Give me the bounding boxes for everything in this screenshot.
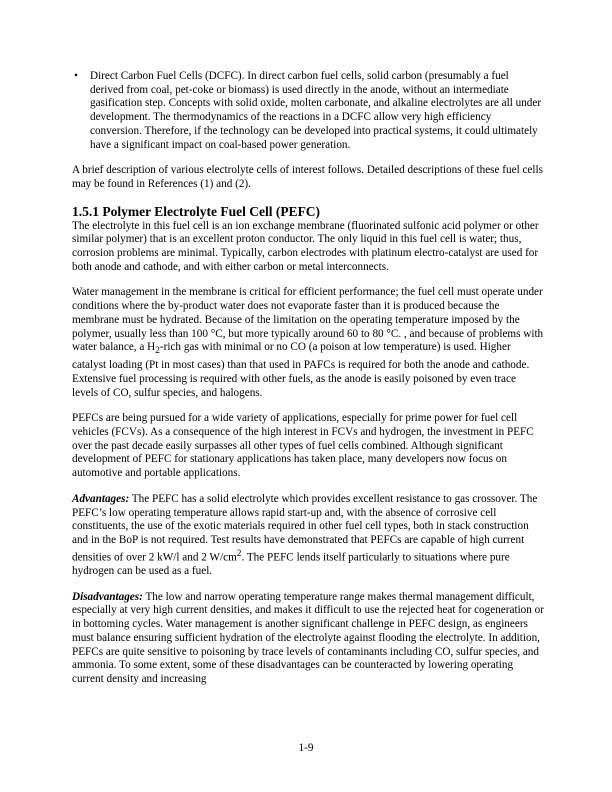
disadvantages-label: Disadvantages: — [72, 590, 143, 603]
advantages-text-part-1: The PEFC has a solid electrolyte which provides excellent resistance to gas crossover. The PEFC’s low operating temperature allows rapid start-up and, with the absence of corrosive cell constituents, the use of the exotic materials required in other fuel cell types, both in stack construction and in the BoP is not required. Test results have demonstrated that PEFCs are capable of high current densities of over 2 kW/l and 2 W/cm — [72, 492, 538, 564]
superscript-2: 2 — [236, 548, 242, 559]
bullet-item-dcfc — [74, 70, 544, 152]
intro-paragraph: A brief description of various electrolyte cells of interest follows. Detailed descriptions of these fuel cells may be found in References (1) and (2). — [72, 164, 543, 190]
page-number: 1-9 — [298, 742, 314, 754]
bullet-text: Direct Carbon Fuel Cells (DCFC). In direct carbon fuel cells, solid carbon (presumably a fuel derived from coal, pet-coke or biomass) is used directly in the anode, without an intermediate gasification step. Concepts with solid oxide, molten carbonate, and alkaline electrolytes are all under development. The thermodynamics of the reactions in a DCFC allow very high efficiency conversion. Therefore, if the technology can be developed into practical systems, it could ultimately have a significant impact on coal-based power generation. — [90, 70, 542, 151]
paragraph-water-management-part-2: -rich gas with minimal or no CO (a poison at low temperature) is used. Higher catalyst loading (Pt in most cases) than that used in PAFCs is required for both the anode and cathode. Extensive fuel processing is required with other fuels, as the anode is easily poisoned by even trace levels of CO, sulfur species, and halogens. — [72, 341, 530, 399]
paragraph-advantages — [72, 493, 544, 579]
paragraph-applications: PEFCs are being pursued for a wide variety of applications, especially for prime power for fuel cell vehicles (FCVs). As a consequence of the high interest in FCVs and hydrogen, the investment in PEFC over the past decade easily surpasses all other types of fuel cells combined. Although significant development of PEFC for stationary applications has taken place, many developers now focus on automotive and portable applications. — [72, 412, 534, 480]
subscript-2: 2 — [155, 346, 160, 357]
advantages-label: Advantages: — [72, 492, 130, 505]
section-heading: 1.5.1 Polymer Electrolyte Fuel Cell (PEFC) — [72, 203, 321, 219]
bullet-marker: • — [74, 70, 78, 82]
advantages-text-part-2: . The PEFC lends itself particularly to situations where pure hydrogen can be used as a fuel. — [72, 551, 510, 578]
disadvantages-text: The low and narrow operating temperature range makes thermal management difficult, especially at very high current densities, and makes it difficult to use the rejected heat for cogeneration or in bottoming cycles. Water management is another significant challenge in PEFC design, as engineers must balance ensuring sufficient hydration of the electrolyte against flooding the electrolyte. In addition, PEFCs are quite sensitive to poisoning by trace levels of contaminants including CO, sulfur species, and ammonia. To some extent, some of these disadvantages can be counteracted by lowering operating current density and increasing — [72, 590, 544, 685]
paragraph-water-management-part-1: Water management in the membrane is critical for efficient performance; the fuel cell must operate under conditions where the by-product water does not evaporate faster than it is produced because the membrane must be hydrated. Because of the limitation on the operating temperature imposed by the polymer, usually less than 100 °C, but more typically around 60 to 80 °C. , and because of problems with water balance, a H — [72, 286, 544, 354]
paragraph-disadvantages — [72, 591, 544, 687]
paragraph-electrolyte: The electrolyte in this fuel cell is an ion exchange membrane (fluorinated sulfonic acid polymer or other similar polymer) that is an excellent proton conductor. The only liquid in this fuel cell is water; thus, corrosion problems are minimal. Typically, carbon electrodes with platinum electro-catalyst are used for both anode and cathode, and with either carbon or metal interconnects. — [72, 219, 539, 273]
page-content — [72, 70, 544, 687]
paragraph-water-management — [72, 286, 544, 400]
